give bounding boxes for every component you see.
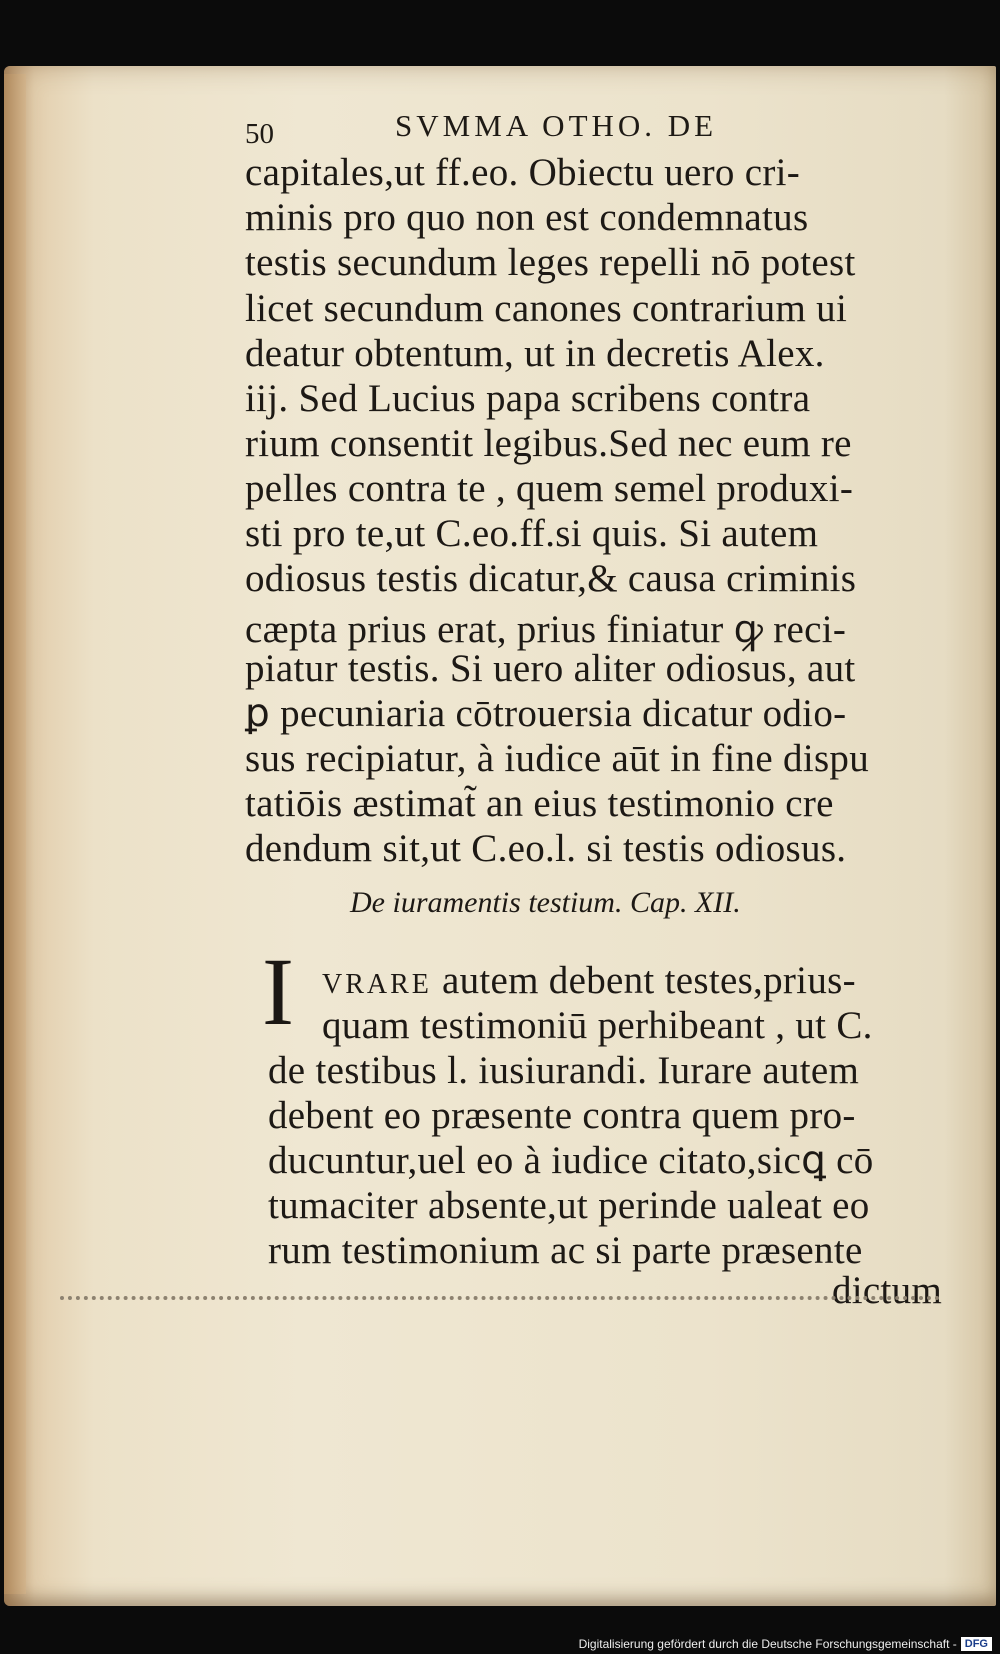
page-edge bbox=[4, 74, 26, 1594]
text-line: sus recipiatur, à iudice aūt in fine dispu bbox=[245, 737, 870, 780]
text-line: ꝑ pecuniaria cōtrouersia dicatur odio- bbox=[245, 692, 847, 735]
dfg-logo: DFG bbox=[961, 1637, 992, 1651]
chapter-heading: De iuramentis testium. Cap. XII. bbox=[350, 886, 741, 919]
drop-cap: I bbox=[262, 938, 294, 1045]
text-line: quam testimoniū perhibeant , ut C. bbox=[322, 1004, 873, 1047]
text-line: testis secundum leges repelli nō potest bbox=[245, 241, 856, 284]
text-line: pelles contra te , quem semel produxi- bbox=[245, 467, 854, 510]
text-line: tumaciter absente,ut perinde ualeat eo bbox=[268, 1184, 870, 1227]
text-line: de testibus l. iusiurandi. Iurare autem bbox=[268, 1049, 860, 1092]
text-line: deatur obtentum, ut in decretis Alex. bbox=[245, 332, 825, 375]
text-line: licet secundum canones contrarium ui bbox=[245, 287, 848, 330]
first-word: VRARE bbox=[322, 969, 432, 1000]
dotted-rule bbox=[60, 1296, 940, 1300]
catchword: dictum bbox=[832, 1269, 943, 1312]
text-line: sti pro te,ut C.eo.ff.si quis. Si autem bbox=[245, 512, 819, 555]
running-title: SVMMA OTHO. DE bbox=[395, 108, 718, 143]
text-line: cæpta prius erat, prius finiatur ꝙ reci- bbox=[245, 608, 847, 651]
text-span: autem debent testes,prius- bbox=[431, 959, 856, 1002]
running-head bbox=[245, 104, 805, 148]
page-number: 50 bbox=[245, 118, 274, 150]
text-line: capitales,ut ff.eo. Obiectu uero cri- bbox=[245, 151, 801, 194]
chapter-first-line bbox=[322, 958, 856, 1003]
text-line: odiosus testis dicatur,& causa criminis bbox=[245, 557, 857, 600]
text-line: ducuntur,uel eo à iudice citato,sicꝗ cō bbox=[268, 1139, 874, 1182]
text-line: debent eo præsente contra quem pro- bbox=[268, 1094, 856, 1137]
funding-footer bbox=[579, 1636, 992, 1652]
text-line: rium consentit legibus.Sed nec eum re bbox=[245, 422, 852, 465]
text-line: minis pro quo non est condemnatus bbox=[245, 196, 809, 239]
text-line: dendum sit,ut C.eo.l. si testis odiosus. bbox=[245, 827, 847, 870]
text-line: rum testimonium ac si parte præsente bbox=[268, 1229, 863, 1272]
text-line: tatiōis æstimat̃ an eius testimonio cre bbox=[245, 782, 834, 825]
footer-text: Digitalisierung gefördert durch die Deutsche Forschungsgemeinschaft - bbox=[578, 1637, 957, 1651]
text-line: piatur testis. Si uero aliter odiosus, aut bbox=[245, 647, 856, 690]
text-line: iij. Sed Lucius papa scribens contra bbox=[245, 377, 811, 420]
